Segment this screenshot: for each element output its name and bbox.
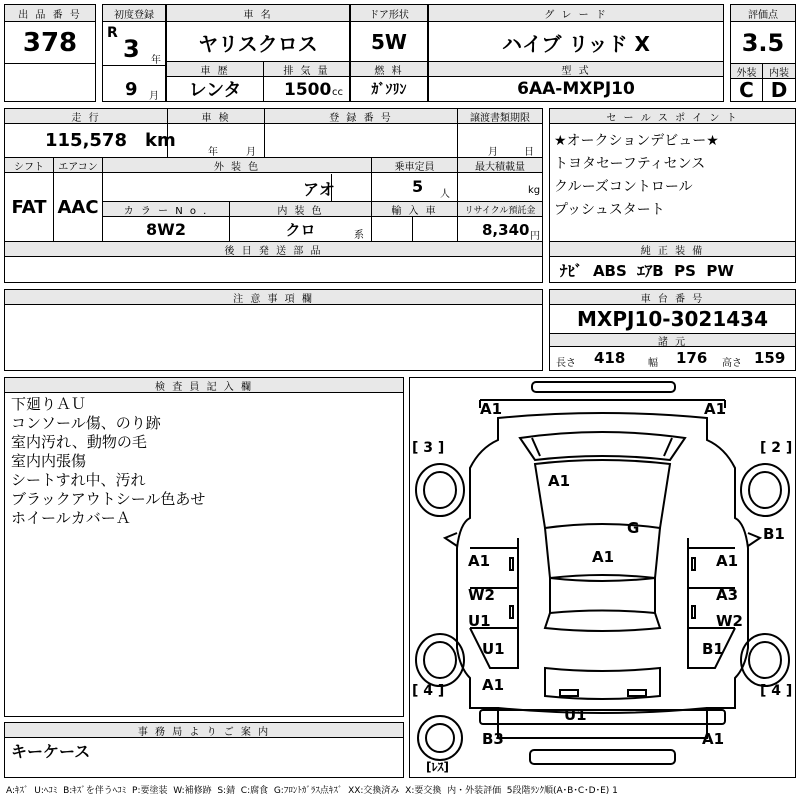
ext-color-box <box>102 157 372 202</box>
displacement-box <box>263 61 350 102</box>
recycle-unit: 円 <box>530 231 540 242</box>
car-name: ヤリスクロス <box>198 31 318 56</box>
damage-mark: A1 <box>716 552 739 570</box>
office-box <box>4 722 404 778</box>
damage-mark: A1 <box>480 400 503 418</box>
color-no-box <box>102 201 230 242</box>
sales-point-item: クルーズコントロール <box>554 179 693 195</box>
inspector-note: コンソール傷、のり跡 <box>11 414 161 432</box>
model-code: 6AA-MXPJ10 <box>517 79 635 99</box>
mileage-box <box>4 108 176 158</box>
transfer-day-unit: 日 <box>524 147 534 158</box>
inspector-note: シートすれ中、汚れ <box>11 471 146 489</box>
displacement-header: 排 気 量 <box>264 62 349 77</box>
chassis-number: MXPJ10-3021434 <box>577 307 768 331</box>
max-load-unit: kg <box>528 185 541 196</box>
exterior-score: C <box>731 79 763 101</box>
damage-diagram <box>409 377 796 778</box>
door-header: ドア形状 <box>351 5 427 22</box>
mileage-header: 走 行 <box>5 109 167 124</box>
inspector-notes <box>7 392 209 531</box>
lot-number: 378 <box>22 28 78 58</box>
damage-mark: A1 <box>468 552 491 570</box>
recycle-box <box>457 201 543 242</box>
capacity: 5 <box>412 177 424 196</box>
notes-header: 注 意 事 項 欄 <box>5 290 542 305</box>
fuel: ｶﾞｿﾘﾝ <box>371 82 407 98</box>
spare-tire-label: [ﾚｽ] <box>426 760 449 774</box>
sales-points-box <box>549 108 796 242</box>
mileage-unit: km <box>145 130 176 151</box>
history-header: 車 歴 <box>167 62 263 77</box>
int-color-unit: 系 <box>354 230 364 241</box>
shift-box <box>4 157 54 242</box>
inspection-header: 車 検 <box>168 109 264 124</box>
grade-box <box>428 4 724 62</box>
damage-mark: U1 <box>564 706 587 724</box>
inspector-note: 室内汚れ、動物の毛 <box>11 433 147 451</box>
model-box <box>428 61 724 102</box>
color-number: 8W2 <box>146 219 186 239</box>
car-outline <box>410 378 795 777</box>
damage-mark: B1 <box>702 640 724 658</box>
history-box <box>166 61 264 102</box>
lot-box <box>4 4 96 102</box>
lot-header: 出 品 番 号 <box>5 5 95 22</box>
tire-4-right-label: [ 4 ] <box>760 683 793 699</box>
max-load-box <box>457 157 543 202</box>
fuel-header: 燃 料 <box>351 62 427 77</box>
capacity-unit: 人 <box>440 189 450 200</box>
max-load-header: 最大積載量 <box>458 158 542 173</box>
sales-point-item: プッシュスタート <box>554 202 665 218</box>
notes-box <box>4 289 543 371</box>
interior-score: D <box>770 78 788 102</box>
displacement: 1500 <box>284 80 332 100</box>
overall-score: 3.5 <box>741 29 785 57</box>
int-color-box <box>229 201 372 242</box>
genuine-equipment-box <box>549 241 796 283</box>
mileage: 115,578 <box>45 130 127 151</box>
damage-mark: A1 <box>704 400 727 418</box>
interior-score-header: 内装 <box>763 63 795 79</box>
inspection-box <box>167 108 265 158</box>
sales-point-item: ★オークションデビュー★ <box>554 133 719 149</box>
office-note: キーケース <box>11 742 91 761</box>
history: レンタ <box>188 80 242 101</box>
ac-box <box>53 157 103 242</box>
grade: ハイブ リッド X <box>502 31 650 56</box>
registration-number-header: 登 録 番 号 <box>265 109 457 124</box>
tire-2-label: [ 2 ] <box>760 440 793 456</box>
transfer-deadline-header: 譲渡書類期限 <box>458 109 542 124</box>
inspector-note: ホイールカバーＡ <box>11 509 131 527</box>
damage-mark: U1 <box>482 640 505 658</box>
width-label: 幅 <box>648 358 658 369</box>
genuine-equipment: ﾅﾋﾞ ABS ｴｱB PS PW <box>560 262 734 280</box>
recycle-header: リサイクル預託金 <box>458 202 542 217</box>
damage-mark: G <box>627 519 640 537</box>
first-reg-month: 9 <box>125 79 138 100</box>
damage-mark: A1 <box>482 676 505 694</box>
inspector-note: 室内内張傷 <box>11 452 87 470</box>
inspector-header: 検 査 員 記 入 欄 <box>5 378 403 393</box>
door-type: 5W <box>371 30 407 54</box>
inspection-year-unit: 年 <box>208 147 218 158</box>
first-registration-box <box>102 4 166 102</box>
car-name-header: 車 名 <box>167 5 349 22</box>
ac-header: エアコン <box>54 158 102 173</box>
color-no-header: カ ラ ー N o . <box>103 202 229 217</box>
car-name-box <box>166 4 350 62</box>
ext-color: アオ <box>303 180 335 199</box>
tire-3-label: [ 3 ] <box>412 440 445 456</box>
shift: FAT <box>11 196 47 218</box>
fuel-box <box>350 61 428 102</box>
capacity-header: 乗車定員 <box>372 158 457 173</box>
recycle-fee: 8,340 <box>482 221 530 239</box>
score-header: 評価点 <box>731 5 795 22</box>
transfer-deadline-box <box>457 108 543 158</box>
tire-4-left-label: [ 4 ] <box>412 683 445 699</box>
damage-mark: A1 <box>592 548 615 566</box>
damage-mark: B1 <box>763 525 785 543</box>
shift-header: シフト <box>5 158 53 173</box>
capacity-box <box>371 157 458 202</box>
first-reg-year: 3 <box>123 35 140 63</box>
inspector-box <box>4 377 404 717</box>
year-unit: 年 <box>151 55 161 66</box>
damage-mark: B3 <box>482 730 504 748</box>
damage-mark: A1 <box>548 472 571 490</box>
genuine-equipment-header: 純 正 装 備 <box>550 242 795 257</box>
era-label: R <box>107 25 118 41</box>
sales-point-item: トヨタセーフティセンス <box>554 156 706 172</box>
inspector-note: 下廻りＡＵ <box>11 395 87 413</box>
door-box <box>350 4 428 62</box>
length: 418 <box>594 349 626 367</box>
spec-header: 諸 元 <box>550 333 795 347</box>
score-box <box>730 4 796 102</box>
length-label: 長さ <box>556 358 576 369</box>
exterior-score-header: 外装 <box>731 63 763 79</box>
damage-mark: W2 <box>468 586 495 604</box>
height-label: 高さ <box>722 358 742 369</box>
damage-mark: U1 <box>468 612 491 630</box>
damage-mark: A1 <box>702 730 725 748</box>
import-box <box>371 201 458 242</box>
damage-mark: A3 <box>716 586 739 604</box>
office-header: 事 務 局 よ り ご 案 内 <box>5 723 403 738</box>
grade-header: グ レ ー ド <box>429 5 723 22</box>
month-unit: 月 <box>149 91 159 102</box>
displacement-unit: cc <box>332 87 343 98</box>
int-color: クロ <box>285 220 316 239</box>
later-parts-box <box>4 241 543 283</box>
registration-number-box <box>264 108 458 158</box>
int-color-header: 内 装 色 <box>230 202 371 217</box>
ext-color-header: 外 装 色 <box>103 158 371 173</box>
legend: A:ｷｽﾞ U:ﾍｺﾐ B:ｷｽﾞを伴うﾍｺﾐ P:要塗装 W:補修跡 S:錆 C:腐食 G:ﾌﾛﾝﾄｶﾞﾗｽ点ｷｽﾞ XX:交換済み X:要交換 内・外装評価 5段階ﾗﾝｸ順(A･B･C･D･E) 1 <box>6 786 618 796</box>
import-header: 輸 入 車 <box>372 202 457 217</box>
inspection-month-unit: 月 <box>246 147 256 158</box>
ac: AAC <box>57 196 99 218</box>
damage-mark: W2 <box>716 612 743 630</box>
model-header: 型 式 <box>429 62 723 77</box>
sales-points-list <box>550 127 723 225</box>
chassis-box <box>549 289 796 371</box>
inspector-note: ブラックアウトシール色あせ <box>11 490 206 508</box>
later-parts-header: 後 日 発 送 部 品 <box>5 242 542 257</box>
height: 159 <box>754 349 786 367</box>
width: 176 <box>676 349 708 367</box>
transfer-month-unit: 月 <box>488 147 498 158</box>
chassis-header: 車 台 番 号 <box>550 290 795 305</box>
first-registration-header: 初度登録 <box>103 5 165 22</box>
sales-points-header: セ ー ル ス ポ イ ン ト <box>550 109 795 124</box>
